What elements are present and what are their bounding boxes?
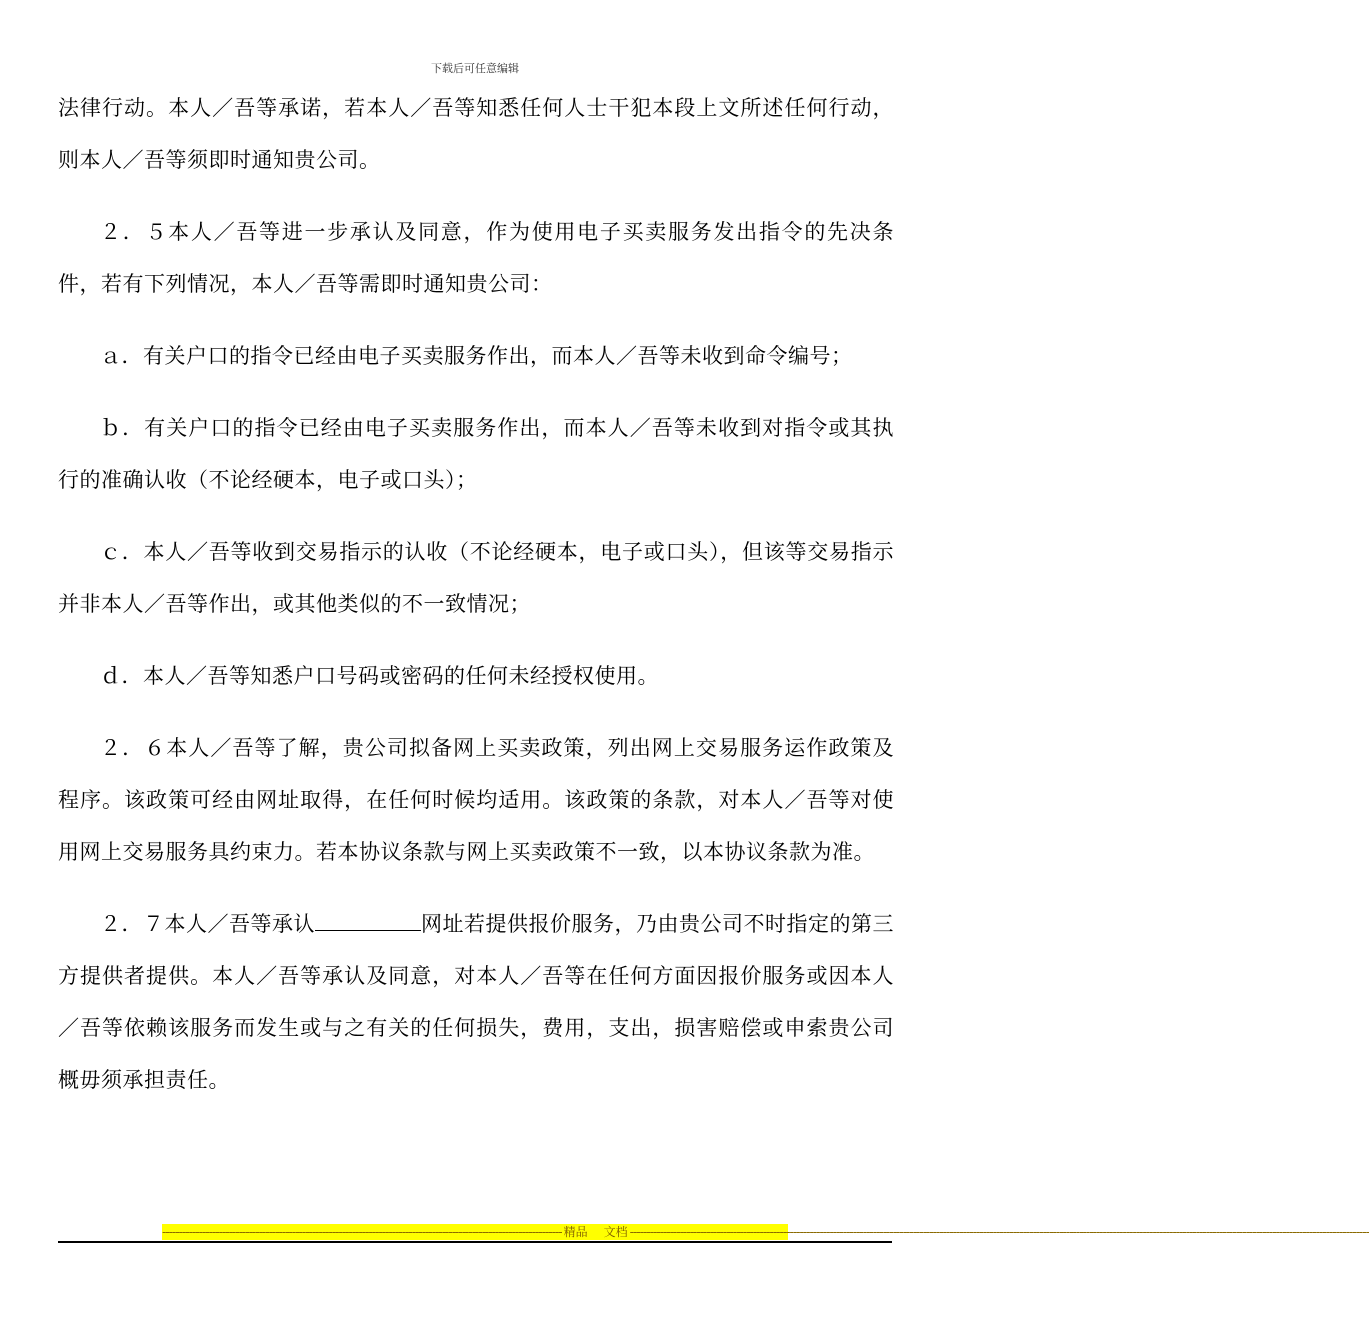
document-body — [58, 82, 894, 1126]
fill-in-blank — [315, 912, 421, 931]
paragraph-continuation: 法律行动。本人／吾等承诺，若本人／吾等知悉任何人士干犯本段上文所述任何行动，则本人／吾等须即时通知贵公司。 — [58, 96, 894, 172]
paragraph-item-a: ａ．有关户口的指令已经由电子买卖服务作出，而本人／吾等未收到命令编号； — [100, 344, 853, 368]
footer-label-left: 精品 — [563, 1225, 588, 1239]
paragraph-2-7 — [58, 898, 894, 1106]
paragraph-item-b: ｂ．有关户口的指令已经由电子买卖服务作出，而本人／吾等未收到对指令或其执行的准确认收（不论经硬本，电子或口头）； — [58, 416, 894, 492]
footer-dashes-left: ------------------------------------------------------------------------------------------------------------------------ — [162, 1225, 562, 1239]
paragraph-2-7-before: ２．７本人／吾等承认 — [100, 912, 315, 936]
footer-dashes-right: ------------------------------------------------------------------------------------------------------------------------------------------------------------------------------------------------------------------------------ — [629, 1225, 1369, 1239]
header-note: 下载后可任意编辑 — [431, 62, 519, 75]
footer-label-right: 文档 — [603, 1225, 628, 1239]
paragraph-2-7-after: 网址若提供报价服务，乃由贵公司不时指定的第三方提供者提供。本人／吾等承认及同意，对本人／吾等在任何方面因报价服务或因本人／吾等依赖该服务而发生或与之有关的任何损失，费用，支出，损害赔偿或申索贵公司概毋须承担责任。 — [58, 912, 894, 1092]
paragraph-2-5: ２．５本人／吾等进一步承认及同意，作为使用电子买卖服务发出指令的先决条件，若有下列情况，本人／吾等需即时通知贵公司： — [58, 220, 894, 296]
footer-banner — [162, 1224, 1369, 1240]
footer-rule — [58, 1241, 892, 1243]
paragraph-item-c: ｃ．本人／吾等收到交易指示的认收（不论经硬本，电子或口头），但该等交易指示并非本人／吾等作出，或其他类似的不一致情况； — [58, 540, 894, 616]
paragraph-item-d: ｄ．本人／吾等知悉户口号码或密码的任何未经授权使用。 — [100, 664, 659, 688]
paragraph-2-6: ２．６本人／吾等了解，贵公司拟备网上买卖政策，列出网上交易服务运作政策及程序。该政策可经由网址取得，在任何时候均适用。该政策的条款，对本人／吾等对使用网上交易服务具约束力。若本协议条款与网上买卖政策不一致，以本协议条款为准。 — [58, 736, 894, 864]
